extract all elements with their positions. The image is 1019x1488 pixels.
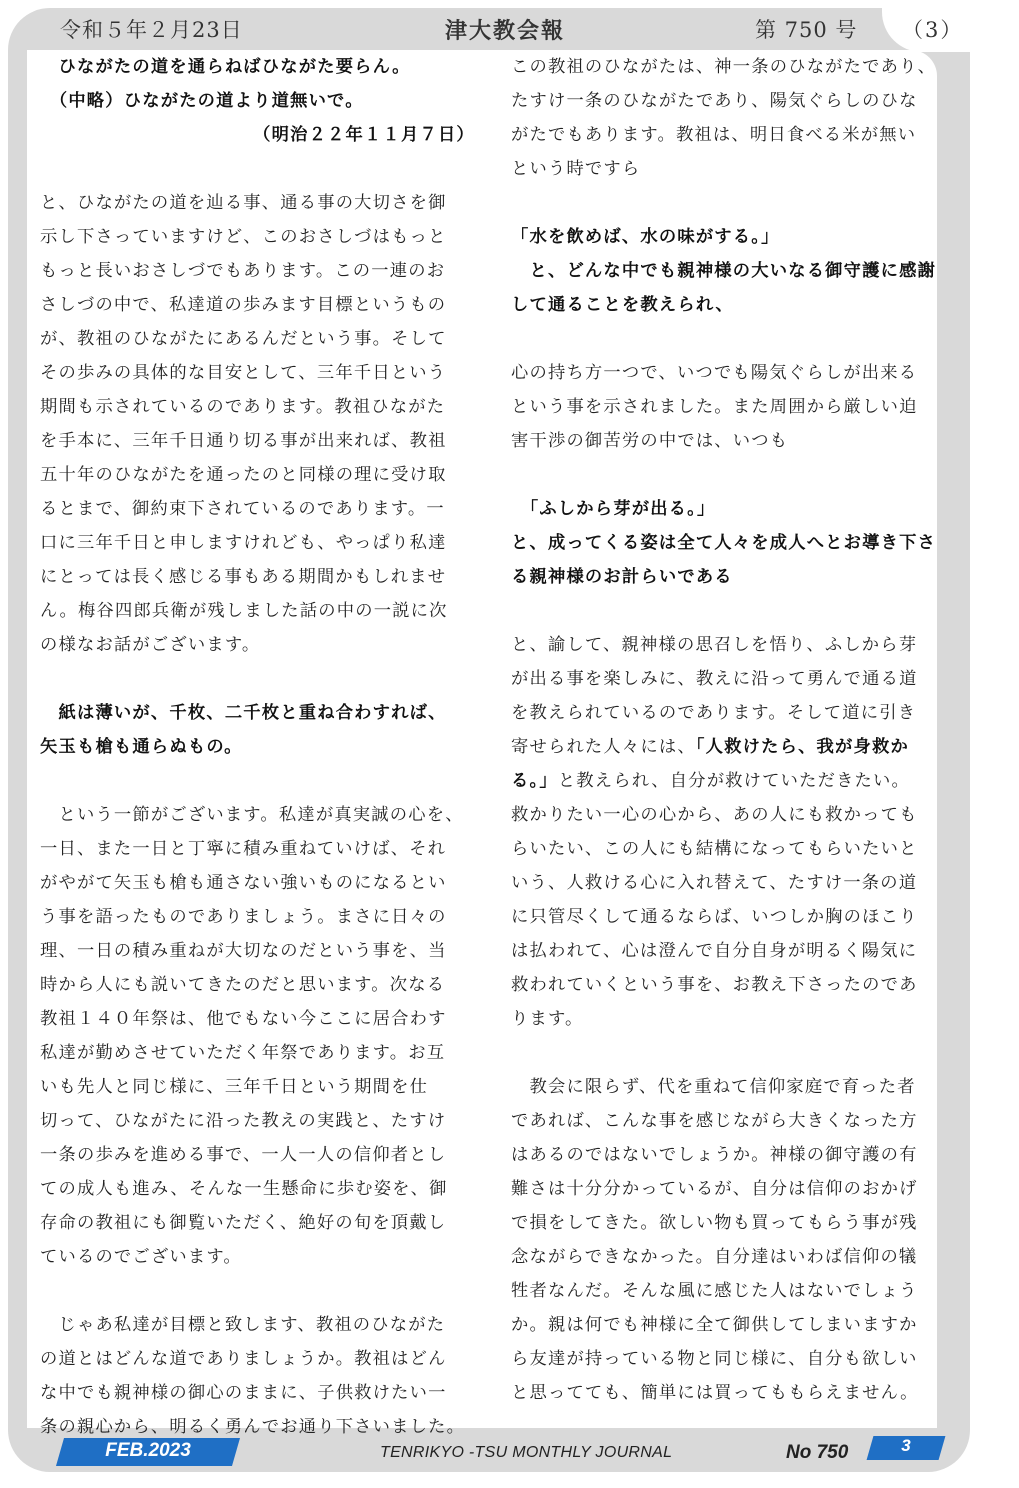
text-span: 時から人にも説いてきたのだと思います。次なる <box>40 975 446 995</box>
text-line <box>40 832 475 866</box>
text-line <box>511 1308 936 1342</box>
text-line <box>40 84 475 118</box>
right-column <box>511 50 936 1410</box>
text-span: と、諭して、親神様の思召しを悟り、ふしから芽 <box>511 635 918 655</box>
text-span: という時ですら <box>511 159 641 179</box>
text-span: 切って、ひながたに沿った教えの実践と、たすけ <box>40 1111 447 1131</box>
text-line <box>511 1240 936 1274</box>
text-line <box>40 390 475 424</box>
text-line <box>40 1240 475 1274</box>
text-line <box>511 288 936 322</box>
text-span: たすけ一条のひながたであり、陽気ぐらしのひな <box>511 91 918 111</box>
text-span: に只管尽くして通るならば、いつしか胸のほこり <box>511 907 918 927</box>
text-line <box>511 390 936 424</box>
text-span: を教えられているのであります。そして道に引き <box>511 703 917 723</box>
text-span: 口に三年千日と申しますけれども、やっぱり私達 <box>40 533 447 553</box>
text-line <box>511 424 936 458</box>
text-span: ら友達が持っている物と同じ様に、自分も欲しい <box>511 1349 918 1369</box>
text-line <box>511 254 936 288</box>
text-span: 「水を飲めば、水の味がする。」 <box>511 227 780 247</box>
text-line <box>511 1172 936 1206</box>
text-line <box>40 560 475 594</box>
paragraph-gap <box>40 662 475 696</box>
text-span: 矢玉も槍も通らぬもの。 <box>40 737 243 757</box>
text-span: 救われていくという事を、お教え下さったのであ <box>511 975 918 995</box>
text-line <box>511 220 936 254</box>
footer-journal-name: TENRIKYO -TSU MONTHLY JOURNAL <box>380 1444 673 1461</box>
text-line <box>40 1308 475 1342</box>
text-span: 心の持ち方一つで、いつでも陽気ぐらしが出来る <box>511 363 918 383</box>
text-line <box>511 1206 936 1240</box>
text-line <box>511 798 936 832</box>
text-line <box>40 866 475 900</box>
text-line <box>40 322 475 356</box>
newsletter-title: 津大教会報 <box>445 18 566 44</box>
text-line <box>40 288 475 322</box>
text-span: ります。 <box>511 1009 584 1029</box>
text-span: 「ふしから芽が出る。」 <box>511 499 716 519</box>
text-line <box>511 832 936 866</box>
text-line <box>511 934 936 968</box>
text-line <box>511 1376 936 1410</box>
text-span: る親神様のお計らいである <box>511 567 733 587</box>
text-line <box>40 1104 475 1138</box>
text-span: という一節がございます。私達が真実誠の心を、 <box>40 805 464 825</box>
text-span: 示し下さっていますけど、このおさしづはもっと <box>40 227 447 247</box>
text-span: う事を語ったものでありましょう。まさに日々の <box>40 907 447 927</box>
text-span: 私達が勤めさせていただく年祭であります。お互 <box>40 1043 446 1063</box>
text-line <box>511 118 936 152</box>
text-line <box>40 186 475 220</box>
text-span: じゃあ私達が目標と致します、教祖のひながた <box>40 1315 446 1335</box>
text-line <box>40 118 475 152</box>
text-span: 難さは十分分かっているが、自分は信仰のおかげ <box>511 1179 918 1199</box>
text-span: 期間も示されているのであります。教祖ひながた <box>40 397 446 417</box>
text-span: 理、一日の積み重ねが大切なのだという事を、当 <box>40 941 447 961</box>
text-span-tail: 「人救けたら、我が身救か <box>695 737 909 757</box>
text-line <box>511 560 936 594</box>
text-line <box>511 900 936 934</box>
text-line <box>40 798 475 832</box>
text-span: 条の親心から、明るく勇んでお通り下さいました。 <box>40 1417 466 1437</box>
footer-issue-number: No 750 <box>786 1442 849 1463</box>
text-span: と、どんな中でも親神様の大いなる御守護に感謝 <box>511 261 937 281</box>
text-span: はあるのではないでしょうか。神様の御守護の有 <box>511 1145 918 1165</box>
text-line <box>511 492 936 526</box>
text-span: 教会に限らず、代を重ねて信仰家庭で育った者 <box>511 1077 916 1097</box>
text-span: ひながたの道を通らねばひながた要らん。 <box>40 57 411 77</box>
page-header <box>0 14 1019 50</box>
text-line <box>40 594 475 628</box>
paragraph-gap <box>511 594 936 628</box>
text-line <box>40 696 475 730</box>
text-line <box>511 1002 936 1036</box>
text-line <box>511 662 936 696</box>
text-span: が、教祖のひながたにあるんだという事。そして <box>40 329 447 349</box>
text-line <box>40 220 475 254</box>
paragraph-gap <box>511 458 936 492</box>
text-line <box>40 1002 475 1036</box>
footer-page-number: 3 <box>901 1436 911 1455</box>
footer-date: FEB.2023 <box>105 1440 191 1461</box>
text-span: を手本に、三年千日通り切る事が出来れば、教祖 <box>40 431 447 451</box>
header-date: 令和５年２月23日 <box>60 18 243 42</box>
paragraph-gap <box>40 764 475 798</box>
text-span: の道とはどんな道でありましょうか。教祖はどん <box>40 1349 447 1369</box>
text-span: して通ることを教えられ、 <box>511 295 734 315</box>
text-span: 紙は薄いが、千枚、二千枚と重ね合わすれば、 <box>40 703 447 723</box>
text-span: （明治２２年１１月７日） <box>40 125 475 145</box>
text-span: がやがて矢玉も槍も通さない強いものになるとい <box>40 873 447 893</box>
text-span: 害干渉の御苦労の中では、いつも <box>511 431 789 451</box>
text-span: ての成人も進み、そんな一生懸命に歩む姿を、御 <box>40 1179 448 1199</box>
text-span: と、ひながたの道を辿る事、通る事の大切さを御 <box>40 193 447 213</box>
paragraph-gap <box>40 152 475 186</box>
text-line <box>511 1070 936 1104</box>
text-line <box>511 730 936 764</box>
text-line <box>40 730 475 764</box>
page-footer <box>0 1438 1019 1470</box>
text-span: その歩みの具体的な目安として、三年千日という <box>40 363 447 383</box>
text-line <box>40 900 475 934</box>
text-span-tail: と教えられ、自分が救けていただきたい。 <box>557 771 910 791</box>
text-line <box>511 1138 936 1172</box>
text-line <box>40 1206 475 1240</box>
text-span: らいたい、この人にも結構になってもらいたいと <box>511 839 918 859</box>
text-line <box>511 84 936 118</box>
text-span: と思ってても、簡単には買ってももらえません。 <box>511 1383 919 1403</box>
text-span: 教祖１４０年祭は、他でもない今ここに居合わす <box>40 1009 447 1029</box>
text-line <box>511 1104 936 1138</box>
text-line <box>40 934 475 968</box>
text-span: 寄せられた人々には、 <box>511 737 696 757</box>
text-span: この教祖のひながたは、神一条のひながたであり、 <box>511 57 937 77</box>
text-span: な中でも親神様の御心のままに、子供救けたい一 <box>40 1383 447 1403</box>
text-span: ているのでございます。 <box>40 1247 242 1267</box>
text-line <box>40 356 475 390</box>
text-span: がたでもあります。教祖は、明日食べる米が無い <box>511 125 917 145</box>
text-span: 一条の歩みを進める事で、一人一人の信仰者とし <box>40 1145 447 1165</box>
text-line <box>40 254 475 288</box>
text-line <box>40 492 475 526</box>
text-line <box>40 1138 475 1172</box>
text-line <box>40 458 475 492</box>
text-line <box>40 1172 475 1206</box>
paragraph-gap <box>511 1036 936 1070</box>
paragraph-gap <box>511 322 936 356</box>
text-line <box>40 1342 475 1376</box>
text-span: いも先人と同じ様に、三年千日という期間を仕 <box>40 1077 429 1097</box>
text-span: 念ながらできなかった。自分達はいわば信仰の犠 <box>511 1247 918 1267</box>
text-line <box>511 696 936 730</box>
text-span: いう、人救ける心に入れ替えて、たすけ一条の道 <box>511 873 918 893</box>
text-span: で損をしてきた。欲しい物も買ってもらう事が残 <box>511 1213 918 1233</box>
text-line <box>511 866 936 900</box>
text-span: ん。梅谷四郎兵衛が残しました話の中の一説に次 <box>40 601 448 621</box>
text-span: 五十年のひながたを通ったのと同様の理に受け取 <box>40 465 447 485</box>
text-span: と、成ってくる姿は全て人々を成人へとお導き下さ <box>511 533 937 553</box>
paragraph-gap <box>40 1274 475 1308</box>
left-column <box>40 50 475 1444</box>
text-line <box>40 968 475 1002</box>
text-span: 一日、また一日と丁寧に積み重ねていけば、それ <box>40 839 447 859</box>
text-span: の様なお話がございます。 <box>40 635 261 655</box>
text-line <box>40 424 475 458</box>
issue-number: 第 750 号 <box>755 18 858 42</box>
text-span: にとっては長く感じる事もある期間かもしれませ <box>40 567 447 587</box>
text-span: もっと長いおさしづでもあります。この一連のお <box>40 261 446 281</box>
text-span: は払われて、心は澄んで自分自身が明るく陽気に <box>511 941 918 961</box>
text-line <box>511 356 936 390</box>
text-span: が出る事を楽しみに、教えに沿って勇んで通る道 <box>511 669 918 689</box>
text-span: 存命の教祖にも御覧いただく、絶好の旬を頂戴し <box>40 1213 447 1233</box>
text-span: （中略）ひながたの道より道無いで。 <box>40 91 364 111</box>
text-line <box>511 764 936 798</box>
text-line <box>511 968 936 1002</box>
paragraph-gap <box>511 186 936 220</box>
text-line <box>40 50 475 84</box>
text-line <box>40 628 475 662</box>
text-line <box>40 1070 475 1104</box>
text-span: る。」 <box>511 771 558 791</box>
text-line <box>511 152 936 186</box>
text-span: 救かりたい一心の心から、あの人にも救かっても <box>511 805 918 825</box>
text-line <box>511 1342 936 1376</box>
text-line <box>511 526 936 560</box>
text-line <box>511 1274 936 1308</box>
text-span: であれば、こんな事を感じながら大きくなった方 <box>511 1111 918 1131</box>
text-line <box>40 526 475 560</box>
text-line <box>511 628 936 662</box>
text-line <box>40 1376 475 1410</box>
text-line <box>40 1036 475 1070</box>
text-span: か。親は何でも神様に全て御供してしまいますか <box>511 1315 918 1335</box>
text-span: 牲者なんだ。そんな風に感じた人はないでしょう <box>511 1281 918 1301</box>
text-span: さしづの中で、私達道の歩みます目標というもの <box>40 295 447 315</box>
text-span: という事を示されました。また周囲から厳しい迫 <box>511 397 918 417</box>
header-page-number: （3） <box>902 18 964 42</box>
text-span: るとまで、御約束下されているのであります。一 <box>40 499 445 519</box>
text-line <box>511 50 936 84</box>
